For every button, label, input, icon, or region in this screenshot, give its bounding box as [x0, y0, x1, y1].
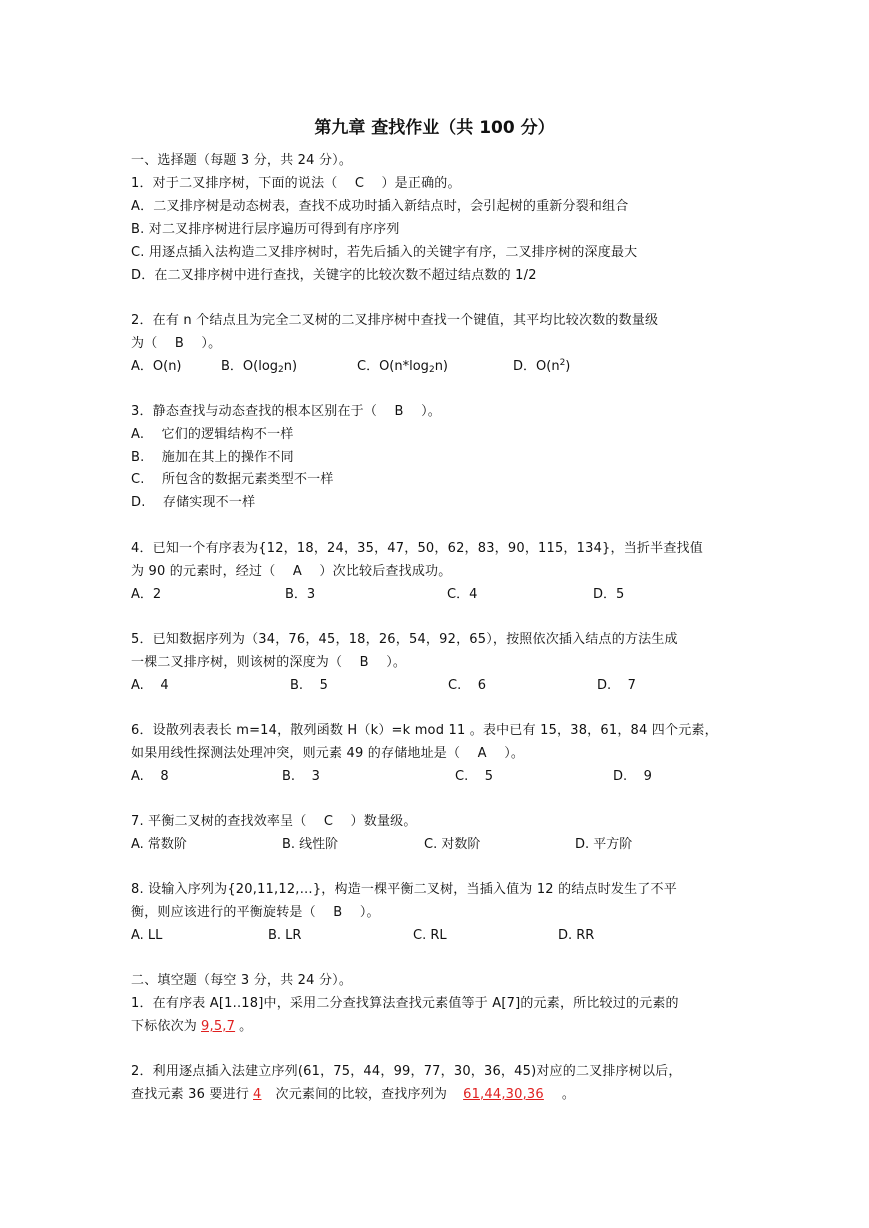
q8-option-a: A. LL: [131, 928, 163, 943]
q3-option-b: B. 施加在其上的操作不同: [131, 450, 294, 465]
q7-option-a: A. 常数阶: [131, 837, 187, 852]
q2-option-b: B．$O(\log_2n)$: [221, 359, 298, 375]
f2-stem-tail: 。: [561, 1087, 576, 1102]
q7-option-b: B. 线性阶: [282, 837, 339, 852]
q5-option-b: B. 5: [290, 678, 328, 693]
q3-option-d: D. 存储实现不一样: [131, 495, 256, 510]
q4-option-b: B．3: [285, 587, 316, 602]
f1-stem-text: 下标依次为: [131, 1019, 198, 1034]
q6-stem-tail: ）。: [504, 746, 525, 761]
q3-stem-tail: ）。: [421, 404, 441, 419]
f1-answer-blank: 9,5,7: [201, 1019, 236, 1034]
f2-stem-line2: [131, 1086, 575, 1104]
q5-stem-line2: [131, 654, 406, 672]
q5-stem-text: 一棵二叉排序树，则该树的深度为（: [131, 655, 343, 670]
q8-stem-line1: 8. 设输入序列为{20,11,12,…}，构造一棵平衡二叉树，当插入值为 12 的结点时发生了不平: [131, 882, 677, 897]
q4-option-d: D．5: [593, 587, 625, 602]
q2-stem-tail: ）。: [201, 336, 222, 351]
q8-option-d: D. RR: [558, 928, 595, 943]
q4-stem-text: 为 90 的元素时，经过（: [131, 564, 276, 579]
q6-answer: A: [477, 746, 487, 761]
section2-heading: 二、填空题（每空 3 分，共 24 分）。: [131, 973, 353, 988]
q8-answer: B: [333, 905, 343, 920]
f2-answer-blank-1: 4: [253, 1087, 262, 1102]
q4-option-a: A．2: [131, 587, 162, 602]
q6-option-d: D. 9: [613, 769, 652, 784]
q1-option-c: C. 用逐点插入法构造二叉排序树时，若先后插入的关键字有序，二叉排序树的深度最大: [131, 245, 638, 260]
q8-stem-line2: [131, 904, 380, 922]
q5-stem-tail: ）。: [386, 655, 407, 670]
q3-option-c: C. 所包含的数据元素类型不一样: [131, 472, 334, 487]
q8-option-b: B. LR: [268, 928, 302, 943]
q1-stem-tail: ）是正确的。: [381, 176, 461, 191]
q7-stem-text: 7. 平衡二叉树的查找效率呈（: [131, 814, 307, 829]
q5-option-c: C. 6: [448, 678, 487, 693]
q5-option-d: D. 7: [597, 678, 636, 693]
q7-stem-tail: ）数量级。: [350, 814, 417, 829]
q2-stem-line1: 2．在有 n 个结点且为完全二叉树的二叉排序树中查找一个键值，其平均比较次数的数量级: [131, 313, 659, 328]
q3-answer: B: [394, 404, 404, 419]
q6-option-a: A. 8: [131, 769, 169, 784]
q1-option-d: D．在二叉排序树中进行查找，关键字的比较次数不超过结点数的 1/2: [131, 268, 537, 283]
q7-option-c: C. 对数阶: [424, 837, 481, 852]
q8-stem-tail: ）。: [359, 905, 380, 920]
q6-option-b: B. 3: [282, 769, 320, 784]
q4-stem-line1: 4．已知一个有序表为{12，18，24，35，47，50，62，83，90，115，134}，当折半查找值: [131, 541, 703, 556]
q7-answer: C: [323, 814, 334, 829]
q8-option-c: C. RL: [413, 928, 447, 943]
q4-answer: A: [292, 564, 302, 579]
q2-option-d: D．$O(n^2)$: [513, 358, 571, 374]
q4-stem-tail: ）次比较后查找成功。: [319, 564, 452, 579]
q2-stem-text: 为（: [131, 336, 158, 351]
q4-stem-line2: [131, 563, 451, 581]
q6-option-c: C. 5: [455, 769, 494, 784]
q5-option-a: A. 4: [131, 678, 169, 693]
q3-stem: [131, 403, 441, 421]
q1-answer: C: [354, 176, 365, 191]
q7-stem: [131, 813, 417, 831]
q2-stem-line2: [131, 335, 221, 353]
q4-option-c: C．4: [447, 587, 478, 602]
q6-stem-line1: 6．设散列表表长 m=14，散列函数 H（k）=k mod 11 。表中已有 15，38，61，84 四个元素，: [131, 723, 718, 738]
f1-stem-line1: 1．在有序表 A[1..18]中，采用二分查找算法查找元素值等于 A[7]的元素，所比较过的元素的: [131, 996, 679, 1011]
f2-stem-line1: 2．利用逐点插入法建立序列(61，75，44，99，77，30，36，45)对应的二叉排序树以后，: [131, 1064, 682, 1079]
q7-option-d: D. 平方阶: [575, 837, 633, 852]
q6-stem-text: 如果用线性探测法处理冲突，则元素 49 的存储地址是（: [131, 746, 461, 761]
q1-stem: [131, 175, 461, 193]
section1-heading: 一、选择题（每题 3 分，共 24 分）。: [131, 153, 353, 168]
f1-stem-tail: 。: [239, 1019, 253, 1034]
f2-answer-blank-2: 61,44,30,36: [463, 1087, 544, 1102]
q1-option-a: A．二叉排序树是动态树表，查找不成功时插入新结点时，会引起树的重新分裂和组合: [131, 199, 629, 214]
q5-answer: B: [359, 655, 369, 670]
q6-stem-line2: [131, 745, 524, 763]
q2-option-c: C．$O(n*\log_2n)$: [357, 359, 448, 375]
page-title: 第九章 查找作业（共 100 分）: [314, 118, 555, 138]
q3-stem-text: 3．静态查找与动态查找的根本区别在于（: [131, 404, 378, 419]
q1-option-b: B. 对二叉排序树进行层序遍历可得到有序序列: [131, 222, 400, 237]
f1-stem-line2: [131, 1018, 252, 1036]
q2-option-a: A．O(n): [131, 359, 182, 374]
f2-stem-mid: 次元素间的比较，查找序列为: [275, 1087, 448, 1102]
q2-answer: B: [174, 336, 184, 351]
f2-stem-text: 查找元素 36 要进行: [131, 1087, 250, 1102]
q5-stem-line1: 5．已知数据序列为（34，76，45，18，26，54，92，65），按照依次插入结点的方法生成: [131, 632, 678, 647]
q3-option-a: A. 它们的逻辑结构不一样: [131, 427, 294, 442]
q8-stem-text: 衡，则应该进行的平衡旋转是（: [131, 905, 316, 920]
q1-stem-text: 1．对于二叉排序树，下面的说法（: [131, 176, 338, 191]
